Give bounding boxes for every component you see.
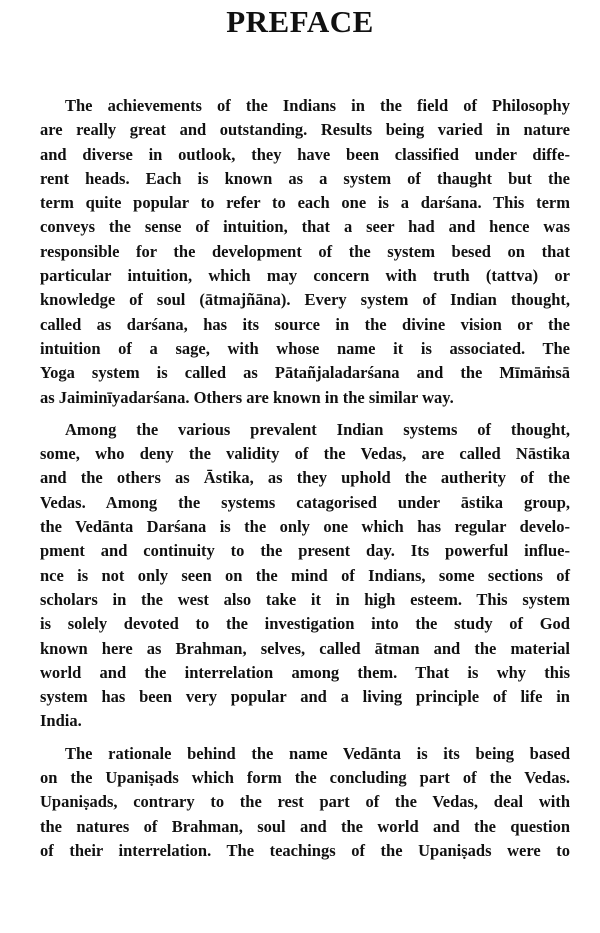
text-line: the natures of Brahman, soul and the world and the question — [40, 816, 570, 836]
text-line: scholars in the west also take it in high esteem. This system — [40, 589, 570, 609]
page-title: PREFACE — [226, 4, 374, 39]
text-line: nce is not only seen on the mind of Indians, some sections of — [40, 565, 570, 585]
text-line: some, who deny the validity of the Vedas, are called Nāstika — [40, 444, 570, 464]
text-line: The achievements of the Indians in the field of Philosophy — [65, 96, 570, 115]
paragraph-3 — [40, 742, 570, 863]
text-line: of their interrelation. The teachings of the Upaniṣads were to — [40, 840, 570, 860]
text-line: Among the various prevalent Indian systems of thought, — [65, 419, 570, 439]
text-line: world and the interrelation among them. That is why this — [40, 662, 570, 682]
text-line: responsible for the development of the system besed on that — [40, 241, 570, 261]
text-line: knowledge of soul (ātmajñāna). Every system of Indian thought, — [40, 290, 570, 310]
paragraph-2 — [40, 418, 570, 734]
preface-body — [40, 94, 570, 863]
text-line: and diverse in outlook, they have been classified under diffe- — [40, 144, 570, 164]
text-line: Upaniṣads, contrary to the rest part of the Vedas, deal with — [40, 792, 570, 812]
text-line: is solely devoted to the investigation into the study of God — [40, 614, 570, 634]
text-line: as Jaiminīyadarśana. Others are known in the similar way. — [40, 387, 454, 407]
paragraph-1 — [40, 94, 570, 410]
text-line: the Vedānta Darśana is the only one which has regular develo- — [40, 517, 570, 537]
text-line: India. — [40, 711, 82, 731]
text-line: called as darśana, has its source in the divine vision or the — [40, 314, 570, 334]
text-line: on the Upaniṣads which form the concluding part of the Vedas. — [40, 768, 570, 788]
text-line: conveys the sense of intuition, that a seer had and hence was — [40, 217, 570, 237]
text-line: particular intuition, which may concern with truth (tattva) or — [40, 266, 570, 286]
text-line: term quite popular to refer to each one is a darśana. This term — [40, 193, 570, 213]
text-line: system has been very popular and a living principle of life in — [40, 687, 570, 707]
text-line: Vedas. Among the systems catagorised under āstika group, — [40, 492, 570, 512]
text-line: The rationale behind the name Vedānta is its being based — [65, 743, 570, 763]
text-line: and the others as Āstika, as they uphold the autherity of the — [40, 468, 570, 488]
text-line: are really great and outstanding. Results being varied in nature — [40, 120, 570, 140]
text-line: rent heads. Each is known as a system of thaught but the — [40, 168, 570, 188]
text-line: Yoga system is called as Pātañjaladarśana and the Mīmāṁsā — [40, 363, 570, 383]
text-line: known here as Brahman, selves, called ātman and the material — [40, 638, 570, 658]
text-line: pment and continuity to the present day. Its powerful influe- — [40, 541, 570, 561]
text-line: intuition of a sage, with whose name it is associated. The — [40, 338, 570, 358]
